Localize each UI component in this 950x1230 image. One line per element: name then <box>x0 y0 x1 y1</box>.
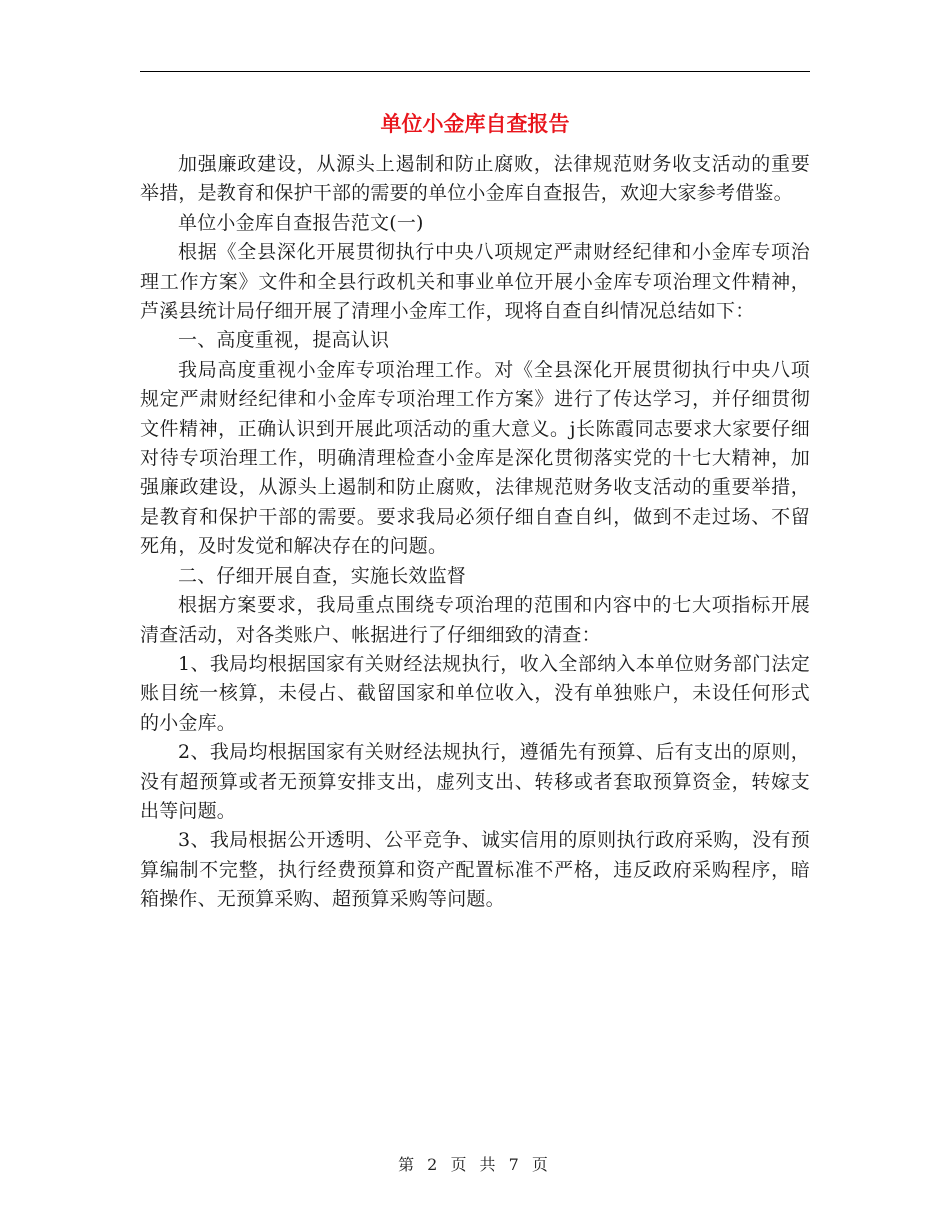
section-heading-2: 二、仔细开展自查，实施长效监督 <box>178 564 467 587</box>
section-heading-1: 一、高度重视，提高认识 <box>178 329 390 352</box>
list-item-3: 3、我局根据公开透明、公平竞争、诚实信用的原则执行政府采购，没有预算编制不完整，执行经费预算和资产配置标准不严格，违反政府采购程序，暗箱操作、无预算采购、超预算采购等问题。 <box>140 829 810 911</box>
header-rule <box>140 71 810 72</box>
paragraph-basis: 根据《全县深化开展贯彻执行中央八项规定严肃财经纪律和小金库专项治理工作方案》文件和全县行政机关和事业单位开展小金库专项治理文件精神，芦溪县统计局仔细开展了清理小金库工作，现将自查自纠情况总结如下： <box>140 241 810 323</box>
list-item-1: 1、我局均根据国家有关财经法规执行，收入全部纳入本单位财务部门法定账目统一核算，未侵占、截留国家和单位收入，没有单独账户，未设任何形式的小金库。 <box>140 652 810 734</box>
paragraph-intro: 加强廉政建设，从源头上遏制和防止腐败，法律规范财务收支活动的重要举措，是教育和保护干部的需要的单位小金库自查报告，欢迎大家参考借鉴。 <box>140 153 810 205</box>
document-body <box>140 150 810 915</box>
document-title: 单位小金库自查报告 <box>380 112 570 136</box>
paragraph-sample-heading: 单位小金库自查报告范文(一) <box>178 211 424 234</box>
paragraph-section-1: 我局高度重视小金库专项治理工作。对《全县深化开展贯彻执行中央八项规定严肃财经纪律和小金库专项治理工作方案》进行了传达学习，并仔细贯彻文件精神，正确认识到开展此项活动的重大意义。j长陈霞同志要求大家要仔细对待专项治理工作，明确清理检查小金库是深化贯彻落实党的十七大精神，加强廉政建设，从源头上遏制和防止腐败，法律规范财务收支活动的重要举措，是教育和保护干部的需要。要求我局必须仔细自查自纠，做到不走过场、不留死角，及时发觉和解决存在的问题。 <box>140 358 810 558</box>
list-item-2: 2、我局均根据国家有关财经法规执行，遵循先有预算、后有支出的原则，没有超预算或者无预算安排支出，虚列支出、转移或者套取预算资金，转嫁支出等问题。 <box>140 741 810 822</box>
paragraph-section-2: 根据方案要求，我局重点围绕专项治理的范围和内容中的七大项指标开展清查活动，对各类账户、帐据进行了仔细细致的清查： <box>140 594 810 646</box>
page-number: 第 2 页 共 7 页 <box>398 1155 552 1174</box>
